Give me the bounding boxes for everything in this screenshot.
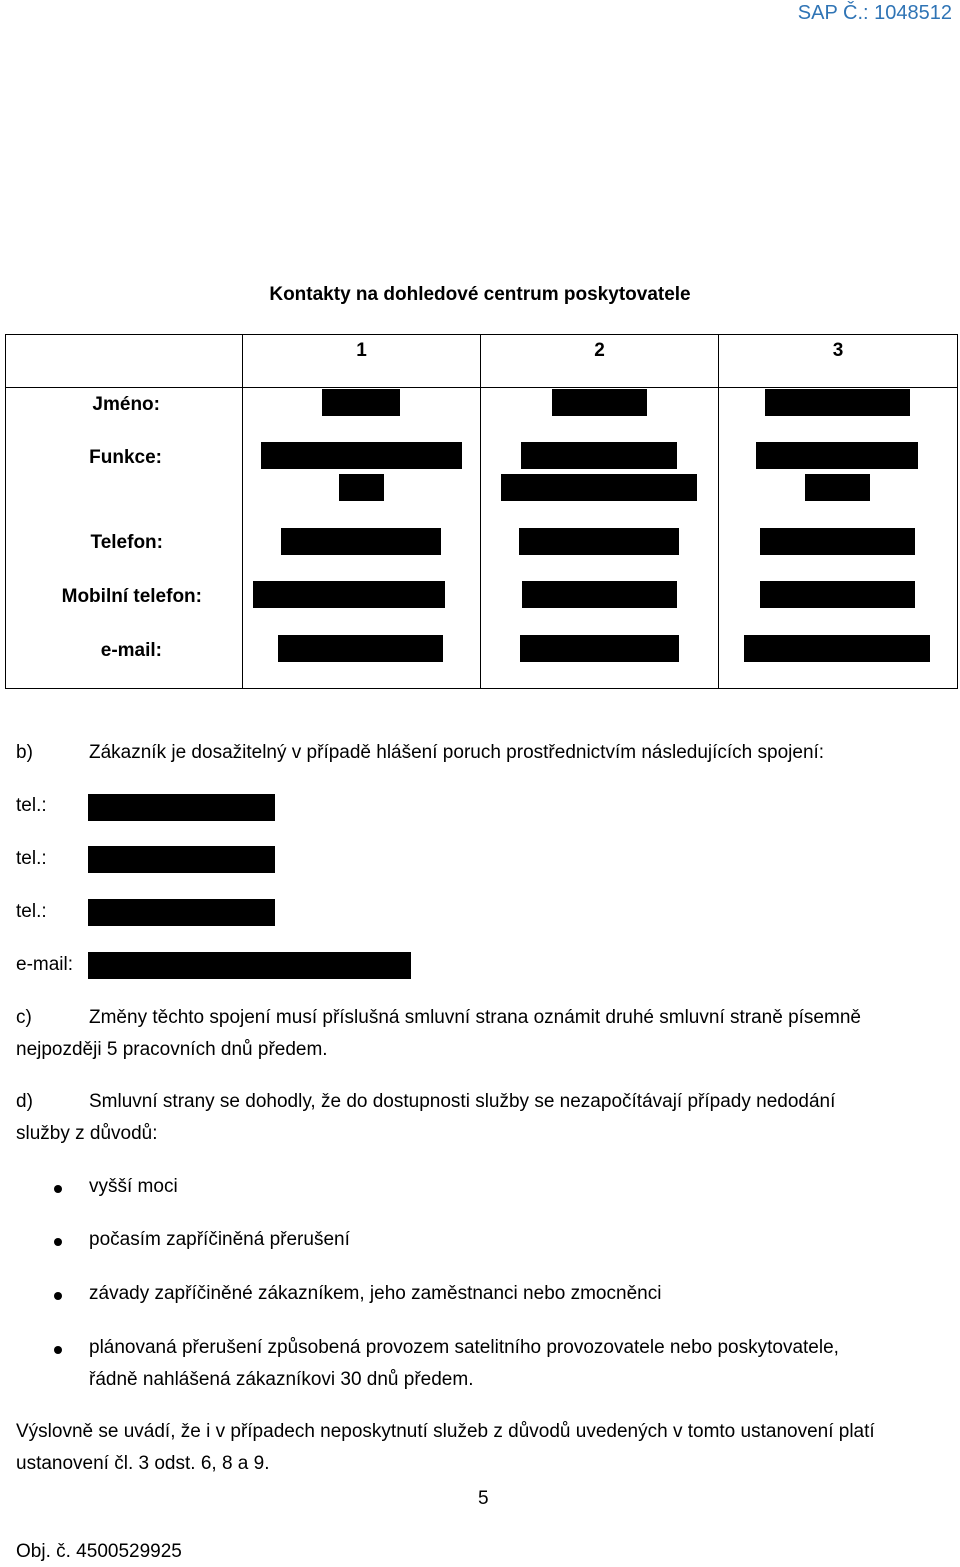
bullet-item-3: závady zapříčiněné zákazníkem, jeho zaměstnanci nebo zmocněnci: [89, 1283, 662, 1304]
redacted-tel-2: [88, 846, 275, 873]
table-title: Kontakty na dohledové centrum poskytovatele: [269, 284, 691, 305]
bullet-icon: [54, 1185, 62, 1193]
tel-label-1: tel.:: [16, 795, 47, 816]
label-phone: Telefon:: [90, 532, 163, 553]
bullet-icon: [54, 1292, 62, 1300]
redacted-function-3a: [756, 442, 918, 469]
bullet-icon: [54, 1238, 62, 1246]
redacted-tel-1: [88, 794, 275, 821]
section-d-line-2: služby z důvodů:: [16, 1123, 158, 1144]
redacted-tel-3: [88, 899, 275, 926]
redacted-email: [88, 952, 411, 979]
closing-line-2: ustanovení čl. 3 odst. 6, 8 a 9.: [16, 1453, 270, 1474]
tel-label-2: tel.:: [16, 848, 47, 869]
column-3-header: 3: [832, 340, 844, 361]
bullet-item-2: počasím zapříčiněná přerušení: [89, 1229, 350, 1250]
redacted-name-2: [552, 389, 647, 416]
redacted-mobile-2: [522, 581, 677, 608]
header-cell: [481, 335, 719, 388]
closing-line-1: Výslovně se uvádí, že i v případech neposkytnutí služeb z důvodů uvedených v tomto ustanovení platí: [16, 1421, 875, 1442]
labels-cell: [6, 388, 243, 689]
section-d-letter: d): [16, 1091, 33, 1112]
label-email: e-mail:: [100, 640, 162, 661]
sap-reference: SAP Č.: 1048512: [797, 2, 952, 24]
page-number: 5: [478, 1488, 489, 1509]
label-name: Jméno:: [92, 394, 160, 415]
email-label: e-mail:: [16, 954, 74, 975]
tel-label-3: tel.:: [16, 901, 47, 922]
redacted-name-1: [322, 389, 400, 416]
order-number: Obj. č. 4500529925: [16, 1541, 182, 1562]
section-c-line-1: Změny těchto spojení musí příslušná smluvní strana oznámit druhé smluvní straně písemně: [89, 1007, 861, 1028]
redacted-mobile-3: [760, 581, 915, 608]
column-1-header: 1: [356, 340, 367, 361]
bullet-icon: [54, 1346, 62, 1354]
bullet-item-4: plánovaná přerušení způsobená provozem satelitního provozovatele nebo poskytovatele,: [89, 1337, 839, 1358]
section-b-text: Zákazník je dosažitelný v případě hlášení poruch prostřednictvím následujících spojení:: [89, 742, 825, 763]
redacted-email-2: [520, 635, 679, 662]
redacted-function-1a: [261, 442, 462, 469]
redacted-phone-1: [281, 528, 441, 555]
redacted-phone-2: [519, 528, 679, 555]
label-mobile: Mobilní telefon:: [61, 586, 202, 607]
redacted-mobile-1: [253, 581, 445, 608]
section-c-line-2: nejpozději 5 pracovních dnů předem.: [16, 1039, 328, 1060]
section-d-line-1: Smluvní strany se dohodly, že do dostupnosti služby se nezapočítávají případy nedodání: [89, 1091, 836, 1112]
redacted-email-3: [744, 635, 930, 662]
header-cell: [719, 335, 958, 388]
section-b-letter: b): [16, 742, 33, 763]
bullet-item-4-continued: řádně nahlášená zákazníkovi 30 dnů předem.: [89, 1369, 474, 1390]
column-2-header: 2: [594, 340, 605, 361]
redacted-phone-3: [760, 528, 915, 555]
header-cell: [243, 335, 481, 388]
redacted-name-3: [765, 389, 910, 416]
section-c-letter: c): [16, 1007, 32, 1028]
table-header-row: [6, 335, 958, 388]
header-empty-cell: [6, 335, 243, 388]
redacted-function-2a: [521, 442, 677, 469]
redacted-function-1b: [339, 474, 384, 501]
label-function: Funkce:: [89, 447, 162, 468]
redacted-email-1: [278, 635, 443, 662]
redacted-function-3b: [805, 474, 870, 501]
redacted-function-2b: [501, 474, 697, 501]
bullet-item-1: vyšší moci: [89, 1176, 178, 1197]
